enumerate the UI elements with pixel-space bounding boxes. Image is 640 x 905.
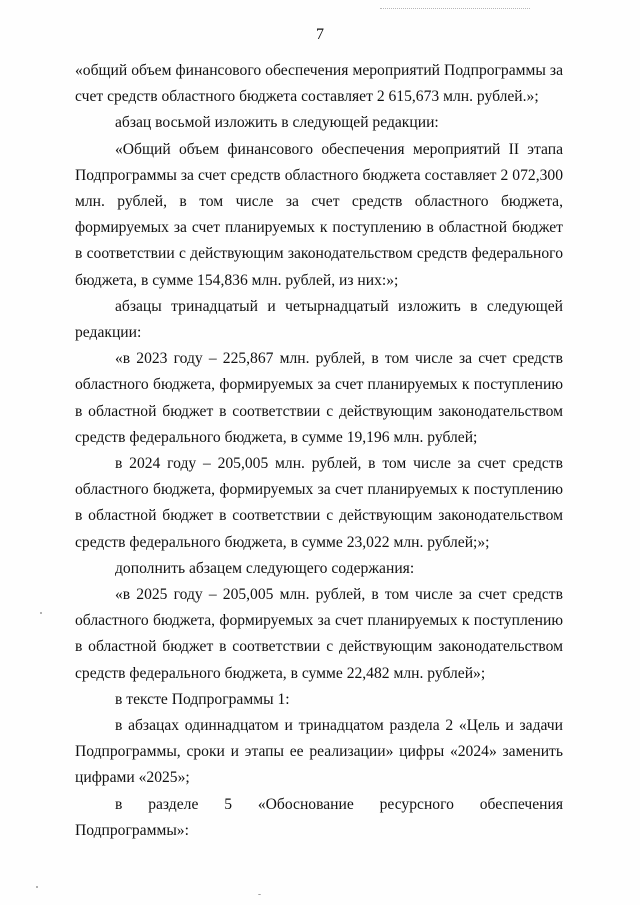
paragraph: в тексте Подпрограммы 1: (115, 690, 290, 708)
scan-speck (36, 886, 38, 888)
paragraph: дополнить абзацем следующего содержания: (115, 559, 415, 577)
paragraph: в абзацах одиннадцатом и тринадцатом раздела 2 «Цель и задачи Подпрограммы, сроки и этапы ее реализации» цифры «2024» заменить цифрами «2025»; (75, 717, 563, 787)
paragraph: абзац восьмой изложить в следующей редакции: (115, 114, 439, 132)
scan-artifact (380, 8, 530, 15)
scan-speck (40, 612, 42, 614)
paragraph: «общий объем финансового обеспечения мероприятий Подпрограммы за счет средств областного бюджета составляет 2 615,673 млн. рублей.»; (75, 62, 563, 106)
paragraph: абзацы тринадцатый и четырнадцатый изложить в следующей редакции: (75, 297, 563, 342)
paragraph: в 2024 году – 205,005 млн. рублей, в том числе за счет средств областного бюджета, формируемых за счет планируемых к поступлению в областной бюджет в соответствии с действующим законодательством средств федерального бюджета, в сумме 23,022 млн. рублей;»; (75, 455, 563, 551)
scan-speck (258, 894, 261, 895)
paragraph: «Общий объем финансового обеспечения мероприятий II этапа Подпрограммы за счет средств областного бюджета составляет 2 072,300 млн. рублей, в том числе за счет средств областного бюджета, формируемых за счет планируемых к поступлению в областной бюджет в соответствии с действующим законодательством средств федерального бюджета, в сумме 154,836 млн. рублей, из них:»; (75, 140, 563, 289)
page-number: 7 (316, 26, 324, 43)
paragraph: «в 2025 году – 205,005 млн. рублей, в том числе за счет средств областного бюджета, формируемых за счет планируемых к поступлению в областной бюджет в соответствии с действующим законодательством средств федерального бюджета, в сумме 22,482 млн. рублей»; (75, 586, 563, 682)
paragraph: в разделе 5 «Обоснование ресурсного обеспечения Подпрограммы»: (75, 795, 563, 839)
paragraph: «в 2023 году – 225,867 млн. рублей, в том числе за счет средств областного бюджета, формируемых за счет планируемых к поступлению в областной бюджет в соответствии с действующим законодательством средств федерального бюджета, в сумме 19,196 млн. рублей; (75, 350, 563, 446)
document-body (75, 58, 563, 844)
